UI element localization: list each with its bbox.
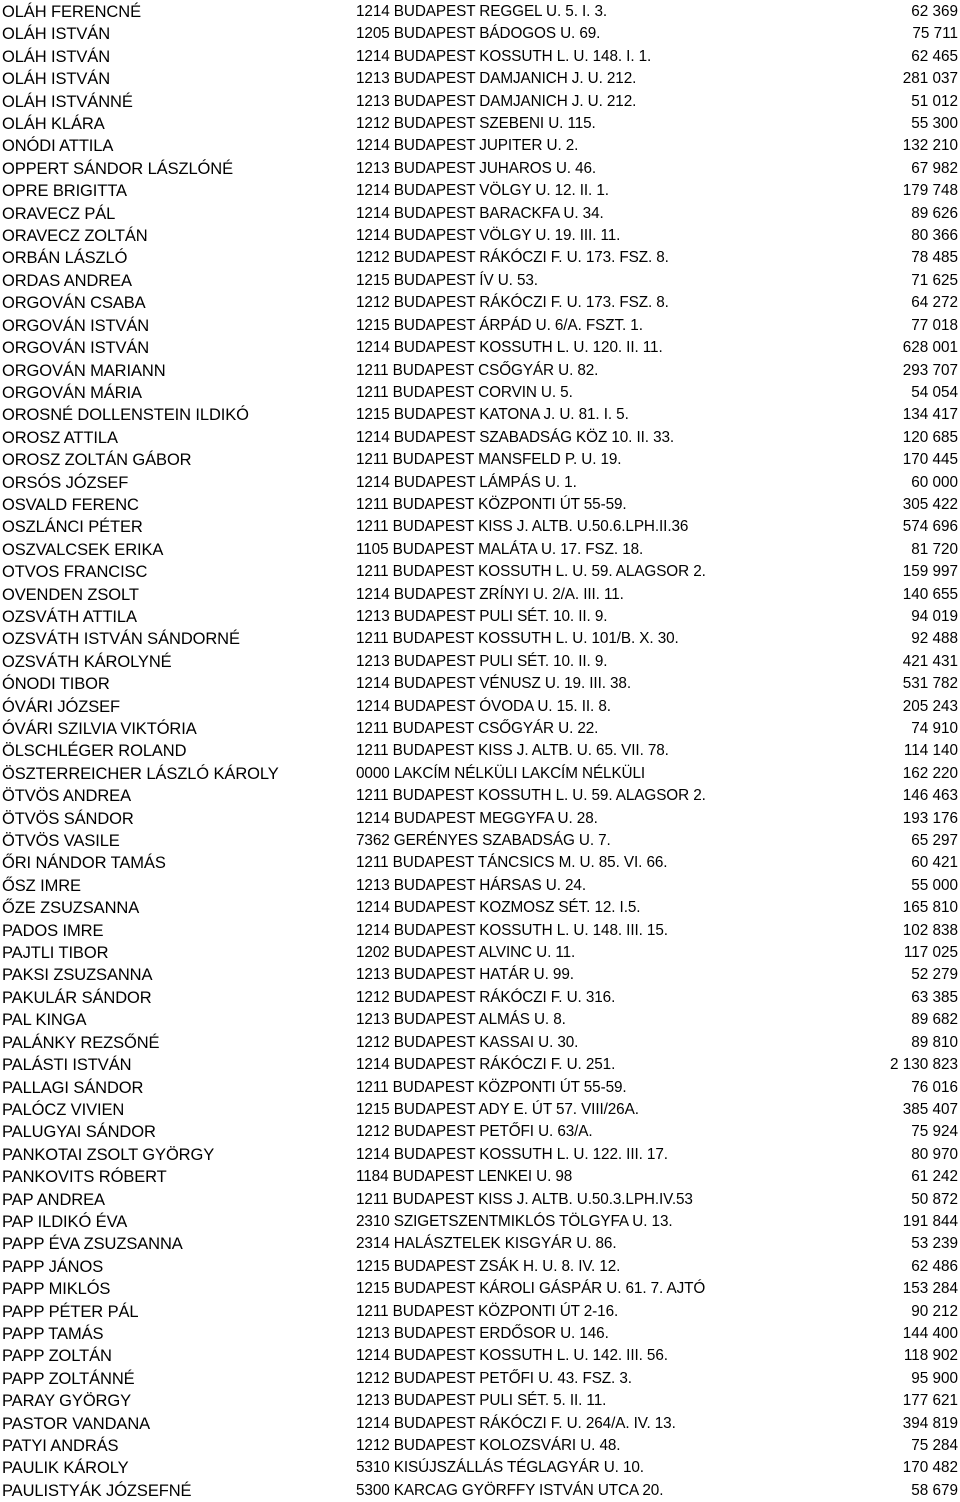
address: 1211 BUDAPEST KISS J. ALTB. U. 65. VII. 78. [356, 742, 669, 760]
address: 1211 BUDAPEST KOSSUTH L. U. 59. ALAGSOR 2. [356, 787, 706, 805]
list-item [0, 404, 960, 426]
person-name: OLÁH ISTVÁN [2, 70, 111, 89]
address: 1214 BUDAPEST RÁKÓCZI F. U. 251. [356, 1056, 616, 1074]
list-item [0, 494, 960, 516]
address: 1213 BUDAPEST DAMJANICH J. U. 212. [356, 92, 637, 110]
address: 0000 LAKCÍM NÉLKÜLI LAKCÍM NÉLKÜLI [356, 764, 646, 782]
list-item [0, 449, 960, 471]
amount: 165 810 [902, 899, 958, 917]
address: 1212 BUDAPEST KOLOZSVÁRI U. 48. [356, 1437, 621, 1454]
list-item [0, 561, 960, 583]
address: 1211 BUDAPEST KOSSUTH L. U. 59. ALAGSOR 2. [356, 563, 706, 581]
person-name: OZSVÁTH ISTVÁN SÁNDORNÉ [2, 630, 240, 649]
person-name: ORAVECZ ZOLTÁN [2, 227, 148, 246]
list-item [0, 852, 960, 874]
amount: 191 844 [902, 1212, 958, 1230]
address: 1215 BUDAPEST KÁROLI GÁSPÁR U. 61. 7. AJTÓ [356, 1280, 706, 1298]
address: 5310 KISÚJSZÁLLÁS TÉGLAGYÁR U. 10. [356, 1459, 644, 1477]
person-name: ŐSZ IMRE [2, 876, 81, 895]
person-name: ŐZE ZSUZSANNA [2, 899, 140, 918]
list-item [0, 696, 960, 718]
amount: 281 037 [902, 70, 958, 88]
person-name: PAPP ZOLTÁN [2, 1347, 112, 1366]
list-item [0, 1480, 960, 1502]
address: 7362 GERÉNYES SZABADSÁG U. 7. [356, 832, 611, 850]
person-name: ORGOVÁN MÁRIA [2, 383, 142, 402]
address: 1211 BUDAPEST CSŐGYÁR U. 82. [356, 361, 599, 379]
amount: 74 910 [911, 720, 958, 737]
address: 1215 BUDAPEST ÍV U. 53. [356, 271, 538, 289]
amount: 140 655 [902, 585, 958, 603]
address: 1215 BUDAPEST ZSÁK H. U. 8. IV. 12. [356, 1257, 621, 1275]
person-name: PALÁNKY REZSŐNÉ [2, 1033, 160, 1052]
address: 1184 BUDAPEST LENKEI U. 98 [356, 1168, 573, 1186]
person-name: PANKOVITS RÓBERT [2, 1168, 167, 1187]
address: 1211 BUDAPEST KISS J. ALTB. U.50.6.LPH.II.36 [356, 518, 689, 536]
amount: 293 707 [902, 361, 958, 379]
address: 1215 BUDAPEST KATONA J. U. 81. I. 5. [356, 406, 629, 424]
list-item [0, 987, 960, 1009]
address: 1212 BUDAPEST PETŐFI U. 43. FSZ. 3. [356, 1369, 632, 1387]
list-item [0, 292, 960, 314]
list-item [0, 539, 960, 561]
amount: 170 445 [902, 451, 958, 469]
amount: 89 626 [911, 204, 958, 222]
address: 1213 BUDAPEST PULI SÉT. 10. II. 9. [356, 607, 608, 625]
amount: 179 748 [902, 182, 958, 200]
list-item [0, 1166, 960, 1188]
list-item [0, 875, 960, 897]
list-item [0, 628, 960, 650]
list-item [0, 1345, 960, 1367]
person-name: PASTOR VANDANA [2, 1414, 151, 1433]
amount: 62 465 [911, 47, 958, 65]
address: 1214 BUDAPEST ÓVODA U. 15. II. 8. [356, 697, 611, 715]
list-item [0, 1077, 960, 1099]
person-name: PAL KINGA [2, 1011, 87, 1030]
address: 1214 BUDAPEST KOSSUTH L. U. 122. III. 17. [356, 1145, 668, 1163]
amount: 162 220 [902, 764, 958, 782]
amount: 90 212 [911, 1302, 958, 1320]
person-name: PATYI ANDRÁS [2, 1437, 119, 1455]
amount: 159 997 [902, 563, 958, 581]
amount: 120 685 [902, 428, 958, 446]
list-item [0, 1099, 960, 1121]
list-item [0, 920, 960, 942]
amount: 65 297 [911, 832, 958, 850]
amount: 94 019 [911, 607, 958, 625]
person-name: OROSNÉ DOLLENSTEIN ILDIKÓ [2, 406, 249, 425]
person-name: OLÁH ISTVÁNNÉ [2, 92, 133, 111]
address: 1105 BUDAPEST MALÁTA U. 17. FSZ. 18. [356, 540, 644, 558]
address: 1205 BUDAPEST BÁDOGOS U. 69. [356, 25, 601, 43]
amount: 92 488 [911, 630, 958, 648]
address: 1211 BUDAPEST KISS J. ALTB. U.50.3.LPH.IV.53 [356, 1190, 693, 1208]
address: 1213 BUDAPEST HATÁR U. 99. [356, 966, 574, 984]
list-item [0, 1233, 960, 1255]
amount: 75 284 [911, 1437, 958, 1454]
address: 1214 BUDAPEST JUPITER U. 2. [356, 137, 579, 155]
person-name: PANKOTAI ZSOLT GYÖRGY [2, 1145, 215, 1164]
list-item [0, 1211, 960, 1233]
list-item [0, 1, 960, 23]
person-name: ORGOVÁN MARIANN [2, 361, 166, 380]
address: 1211 BUDAPEST KOSSUTH L. U. 101/B. X. 30. [356, 630, 679, 648]
person-name: PALLAGI SÁNDOR [2, 1078, 144, 1097]
person-name: OSZVALCSEK ERIKA [2, 540, 164, 559]
amount: 421 431 [902, 652, 958, 670]
list-item [0, 1323, 960, 1345]
address: 1214 BUDAPEST KOSSUTH L. U. 142. III. 56. [356, 1347, 668, 1365]
person-name: PARAY GYÖRGY [2, 1392, 132, 1411]
address: 1214 BUDAPEST VÖLGY U. 19. III. 11. [356, 227, 621, 245]
address: 1212 BUDAPEST RÁKÓCZI F. U. 173. FSZ. 8. [356, 249, 669, 267]
amount: 81 720 [911, 540, 958, 558]
address: 1214 BUDAPEST BARACKFA U. 34. [356, 204, 604, 222]
amount: 75 711 [912, 25, 958, 43]
address: 1212 BUDAPEST PETŐFI U. 63/A. [356, 1123, 593, 1141]
person-name: OPRE BRIGITTA [2, 182, 127, 201]
amount: 118 902 [903, 1347, 958, 1365]
person-name: PADOS IMRE [2, 921, 104, 940]
amount: 95 900 [911, 1369, 958, 1387]
amount: 531 782 [902, 675, 958, 693]
person-name: ORGOVÁN ISTVÁN [2, 339, 150, 358]
list-item [0, 1435, 960, 1457]
address: 1211 BUDAPEST KÖZPONTI ÚT 2-16. [356, 1302, 619, 1320]
list-item [0, 897, 960, 919]
list-item [0, 315, 960, 337]
amount: 89 810 [911, 1033, 958, 1051]
amount: 71 625 [911, 271, 958, 289]
amount: 63 385 [911, 988, 958, 1006]
list-item [0, 1054, 960, 1076]
amount: 52 279 [911, 966, 958, 984]
address: 2314 HALÁSZTELEK KISGYÁR U. 86. [356, 1235, 617, 1253]
address: 1214 BUDAPEST REGGEL U. 5. I. 3. [356, 3, 608, 20]
person-name: OLÁH ISTVÁN [2, 47, 111, 66]
list-item [0, 964, 960, 986]
address: 5300 KARCAG GYÖRFFY ISTVÁN UTCA 20. [356, 1481, 664, 1499]
amount: 574 696 [902, 518, 958, 536]
person-name: OTVOS FRANCISC [2, 563, 148, 582]
list-item [0, 1032, 960, 1054]
amount: 146 463 [902, 787, 958, 805]
person-name: ÓNODI TIBOR [2, 675, 110, 694]
address: 1215 BUDAPEST ADY E. ÚT 57. VIII/26A. [356, 1100, 639, 1118]
person-name: ORBÁN LÁSZLÓ [2, 249, 128, 268]
person-name: ÓVÁRI JÓZSEF [2, 697, 120, 716]
amount: 193 176 [902, 809, 958, 827]
amount: 205 243 [902, 697, 958, 715]
list-item [0, 740, 960, 762]
address: 1211 BUDAPEST CSŐGYÁR U. 22. [356, 720, 599, 737]
person-name: PALUGYAI SÁNDOR [2, 1123, 156, 1142]
list-item [0, 158, 960, 180]
amount: 153 284 [902, 1280, 958, 1298]
amount: 75 924 [911, 1123, 958, 1141]
amount: 170 482 [902, 1459, 958, 1477]
person-name: OSZLÁNCI PÉTER [2, 518, 143, 537]
address: 1214 BUDAPEST LÁMPÁS U. 1. [356, 473, 577, 491]
amount: 55 000 [911, 876, 958, 894]
list-item [0, 113, 960, 135]
amount: 80 970 [911, 1145, 958, 1163]
list-item [0, 606, 960, 628]
address: 1213 BUDAPEST HÁRSAS U. 24. [356, 876, 586, 894]
amount: 61 242 [911, 1168, 958, 1186]
list-item [0, 91, 960, 113]
list-item [0, 203, 960, 225]
list-item [0, 808, 960, 830]
amount: 102 838 [902, 921, 958, 939]
person-name: OLÁH KLÁRA [2, 115, 105, 134]
list-item [0, 427, 960, 449]
person-name: ORDAS ANDREA [2, 271, 132, 290]
person-name: OZSVÁTH ATTILA [2, 607, 137, 626]
list-item [0, 651, 960, 673]
person-name: ÖLSCHLÉGER ROLAND [2, 742, 187, 761]
person-name: OPPERT SÁNDOR LÁSZLÓNÉ [2, 159, 234, 178]
amount: 305 422 [902, 495, 958, 513]
list-item [0, 785, 960, 807]
person-name: ORGOVÁN ISTVÁN [2, 316, 150, 335]
address: 1214 BUDAPEST SZABADSÁG KÖZ 10. II. 33. [356, 428, 675, 446]
address: 1214 BUDAPEST KOSSUTH L. U. 148. I. 1. [356, 47, 652, 65]
person-name: ÓVÁRI SZILVIA VIKTÓRIA [2, 720, 197, 738]
person-name: ORGOVÁN CSABA [2, 294, 146, 313]
amount: 385 407 [902, 1100, 958, 1118]
person-name: PAPP ZOLTÁNNÉ [2, 1369, 135, 1388]
list-item [0, 337, 960, 359]
amount: 62 369 [911, 3, 958, 20]
person-name: ÖTVÖS VASILE [2, 832, 120, 851]
person-name: OROSZ ATTILA [2, 428, 118, 447]
person-name: PAKSI ZSUZSANNA [2, 966, 153, 985]
amount: 76 016 [911, 1078, 958, 1096]
list-item [0, 135, 960, 157]
person-name: OLÁH FERENCNÉ [2, 3, 141, 21]
address: 1214 BUDAPEST KOZMOSZ SÉT. 12. I.5. [356, 899, 641, 917]
address: 1213 BUDAPEST ALMÁS U. 8. [356, 1011, 566, 1029]
list-item [0, 584, 960, 606]
person-name: PALÓCZ VIVIEN [2, 1100, 125, 1119]
list-item [0, 1144, 960, 1166]
person-name: PAPP TAMÁS [2, 1324, 104, 1343]
list-item [0, 718, 960, 740]
address: 1211 BUDAPEST CORVIN U. 5. [356, 383, 573, 401]
amount: 80 366 [911, 227, 958, 245]
amount: 2 130 823 [889, 1056, 958, 1074]
person-name: OZSVÁTH KÁROLYNÉ [2, 652, 172, 671]
address: 1215 BUDAPEST ÁRPÁD U. 6/A. FSZT. 1. [356, 316, 643, 334]
person-name: ORAVECZ PÁL [2, 204, 116, 223]
address: 1214 BUDAPEST KOSSUTH L. U. 148. III. 15. [356, 921, 668, 939]
amount: 177 621 [902, 1392, 958, 1410]
person-name: PAULIK KÁROLY [2, 1459, 129, 1478]
list-item [0, 673, 960, 695]
list-item [0, 1413, 960, 1435]
person-name: PAPP ÉVA ZSUZSANNA [2, 1235, 183, 1254]
list-item [0, 180, 960, 202]
person-name: PAKULÁR SÁNDOR [2, 988, 152, 1007]
amount: 117 025 [903, 944, 958, 962]
list-item [0, 472, 960, 494]
address: 1213 BUDAPEST DAMJANICH J. U. 212. [356, 70, 637, 88]
list-item [0, 1368, 960, 1390]
person-name: PAP ILDIKÓ ÉVA [2, 1212, 128, 1231]
list-item [0, 1121, 960, 1143]
list-item [0, 360, 960, 382]
amount: 132 210 [902, 137, 958, 155]
list-item [0, 1390, 960, 1412]
person-name: OSVALD FERENC [2, 495, 139, 514]
list-item [0, 1457, 960, 1479]
amount: 628 001 [902, 339, 958, 357]
list-item [0, 46, 960, 68]
list-item [0, 68, 960, 90]
person-name: PAPP PÉTER PÁL [2, 1302, 139, 1321]
person-name: PAPP JÁNOS [2, 1257, 104, 1276]
address: 1212 BUDAPEST RÁKÓCZI F. U. 173. FSZ. 8. [356, 294, 669, 312]
list-item [0, 1278, 960, 1300]
person-name: PAP ANDREA [2, 1190, 105, 1209]
list-item [0, 1256, 960, 1278]
list-item [0, 830, 960, 852]
person-name: OLÁH ISTVÁN [2, 25, 111, 44]
amount: 53 239 [911, 1235, 958, 1253]
amount: 78 485 [911, 249, 958, 267]
list-item [0, 382, 960, 404]
person-name: PAPP MIKLÓS [2, 1280, 111, 1299]
address: 1212 BUDAPEST RÁKÓCZI F. U. 316. [356, 988, 616, 1006]
person-name: ONÓDI ATTILA [2, 137, 114, 156]
amount: 144 400 [902, 1324, 958, 1342]
address: 1211 BUDAPEST MANSFELD P. U. 19. [356, 451, 622, 469]
address: 1212 BUDAPEST SZEBENI U. 115. [356, 115, 596, 133]
person-name: ORSÓS JÓZSEF [2, 473, 129, 492]
person-name: OROSZ ZOLTÁN GÁBOR [2, 451, 192, 470]
list-item [0, 516, 960, 538]
amount: 60 421 [911, 854, 958, 872]
person-name: PAJTLI TIBOR [2, 944, 109, 963]
amount: 89 682 [911, 1011, 958, 1029]
address: 1214 BUDAPEST KOSSUTH L. U. 120. II. 11. [356, 339, 663, 357]
list-item [0, 942, 960, 964]
amount: 51 012 [911, 92, 958, 110]
amount: 58 679 [911, 1481, 958, 1499]
address: 1214 BUDAPEST MEGGYFA U. 28. [356, 809, 598, 827]
address: 2310 SZIGETSZENTMIKLÓS TÖLGYFA U. 13. [356, 1212, 673, 1230]
address: 1213 BUDAPEST ERDŐSOR U. 146. [356, 1324, 609, 1342]
amount: 394 819 [902, 1414, 958, 1432]
address: 1213 BUDAPEST JUHAROS U. 46. [356, 159, 597, 177]
person-name: ÖTVÖS ANDREA [2, 787, 131, 806]
amount: 54 054 [911, 383, 958, 401]
amount: 64 272 [911, 294, 958, 312]
address: 1211 BUDAPEST KÖZPONTI ÚT 55-59. [356, 495, 627, 513]
address: 1213 BUDAPEST PULI SÉT. 10. II. 9. [356, 652, 608, 670]
list-item [0, 247, 960, 269]
list-item [0, 270, 960, 292]
person-name: OVENDEN ZSOLT [2, 585, 139, 604]
address: 1214 BUDAPEST VÉNUSZ U. 19. III. 38. [356, 675, 631, 693]
amount: 60 000 [911, 473, 958, 491]
person-name: ÖTVÖS SÁNDOR [2, 809, 134, 828]
amount: 50 872 [911, 1190, 958, 1208]
amount: 67 982 [911, 159, 958, 177]
list-item [0, 1009, 960, 1031]
amount: 114 140 [903, 742, 958, 760]
person-name: ÖSZTERREICHER LÁSZLÓ KÁROLY [2, 764, 279, 783]
person-name: PAULISTYÁK JÓZSEFNÉ [2, 1481, 192, 1500]
amount: 134 417 [902, 406, 958, 424]
list-item [0, 763, 960, 785]
list-item [0, 1189, 960, 1211]
list-item [0, 225, 960, 247]
address: 1213 BUDAPEST PULI SÉT. 5. II. 11. [356, 1392, 607, 1410]
list-item [0, 1301, 960, 1323]
amount: 62 486 [911, 1257, 958, 1275]
person-name: ŐRI NÁNDOR TAMÁS [2, 854, 166, 873]
amount: 55 300 [911, 115, 958, 133]
person-name: PALÁSTI ISTVÁN [2, 1056, 132, 1075]
address: 1202 BUDAPEST ALVINC U. 11. [356, 944, 576, 962]
address: 1214 BUDAPEST VÖLGY U. 12. II. 1. [356, 182, 609, 200]
list-item [0, 23, 960, 45]
address: 1211 BUDAPEST KÖZPONTI ÚT 55-59. [356, 1078, 627, 1096]
amount: 77 018 [911, 316, 958, 334]
address: 1214 BUDAPEST ZRÍNYI U. 2/A. III. 11. [356, 585, 624, 603]
address: 1214 BUDAPEST RÁKÓCZI F. U. 264/A. IV. 13. [356, 1414, 676, 1432]
address: 1211 BUDAPEST TÁNCSICS M. U. 85. VI. 66. [356, 854, 668, 872]
address: 1212 BUDAPEST KASSAI U. 30. [356, 1033, 579, 1051]
